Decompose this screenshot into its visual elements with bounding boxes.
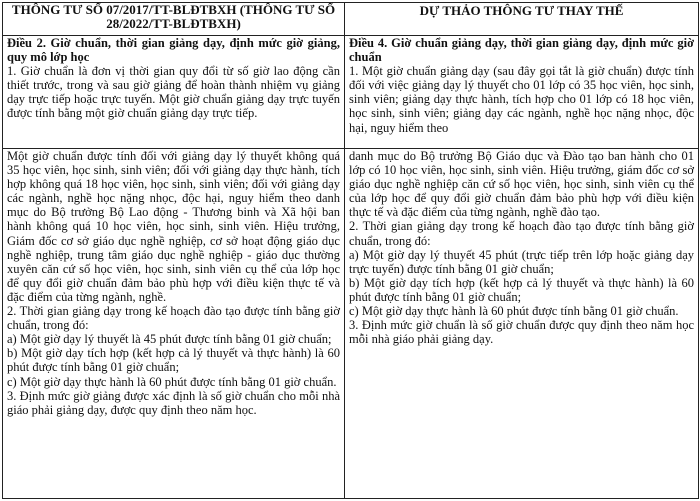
comparison-table: [2, 2, 699, 499]
header-left: THÔNG TƯ SỐ 07/2017/TT-BLĐTBXH (THÔNG TƯ SỐ 28/2022/TT-BLĐTBXH): [3, 3, 345, 36]
right-paragraph-1: 1. Một giờ chuẩn giảng dạy (sau đây gọi tắt là giờ chuẩn) được tính đối với việc giảng dạy lý thuyết cho 01 lớp có 35 học viên, học sinh, sinh viên; giảng dạy thực hành, tích hợp cho 01 lớp có 18 học viên, học sinh, sinh viên; giảng dạy các ngành, nghề học nặng nhọc, độc hại, nguy hiểm theo: [349, 64, 694, 135]
left-paragraph-2: Một giờ chuẩn được tính đối với giảng dạy lý thuyết không quá 35 học viên, học sinh, sinh viên; đối với giảng dạy thực hành, tích hợp không quá 18 học viên, học sinh, sinh viên; đối với giảng dạy các ngành, nghề học nặng nhọc, độc hại, nguy hiểm theo danh mục do Bộ trưởng Bộ Lao động - Thương binh và Xã hội ban hành không quá 10 học viên, học sinh, sinh viên. Hiệu trưởng, Giám đốc cơ sở giáo dục nghề nghiệp, cơ sở hoạt động giáo dục nghề nghiệp, trung tâm giáo dục nghề nghiệp - giáo dục thường xuyên căn cứ số học viên, học sinh, sinh viên cụ thể của lớp học để quy đổi giờ chuẩn đảm bảo phù hợp với điều kiện thực tế và đặc điểm của từng ngành, nghề.: [7, 149, 340, 304]
right-item-a: a) Một giờ dạy lý thuyết 45 phút (trực tiếp trên lớp hoặc giảng dạy trực tuyến) được tính bằng 01 giờ chuẩn;: [349, 247, 694, 276]
left-cell-details: [3, 149, 345, 499]
right-item-c: c) Một giờ dạy thực hành là 60 phút được tính bằng 01 giờ chuẩn.: [349, 304, 679, 319]
left-cell-article: [3, 36, 345, 149]
header-row: [3, 3, 699, 36]
left-paragraph-1: 1. Giờ chuẩn là đơn vị thời gian quy đổi từ số giờ lao động cần thiết trước, trong và sau giờ giảng để hoàn thành nhiệm vụ giảng dạy trực tiếp hoặc trực tuyến. Một giờ chuẩn giảng dạy trực tuyến được tính bằng một giờ chuẩn giảng dạy trực tiếp.: [7, 64, 340, 121]
right-article-title: Điều 4. Giờ chuẩn giảng dạy, thời gian giảng dạy, định mức giờ chuẩn: [349, 36, 694, 65]
table-row: [3, 149, 699, 499]
right-item-b: b) Một giờ dạy tích hợp (kết hợp cả lý thuyết và thực hành) là 60 phút được tính bằng 01 giờ chuẩn;: [349, 275, 694, 304]
left-item-c: c) Một giờ dạy thực hành là 60 phút được tính bằng 01 giờ chuẩn.: [7, 374, 337, 389]
left-item-b: b) Một giờ dạy tích hợp (kết hợp cả lý thuyết và thực hành) là 60 phút được tính bằng 01 giờ chuẩn;: [7, 346, 340, 375]
left-article-title: Điều 2. Giờ chuẩn, thời gian giảng dạy, định mức giờ giảng, quy mô lớp học: [7, 36, 340, 65]
right-paragraph-3: 2. Thời gian giảng dạy trong kế hoạch đào tạo được tính bằng giờ chuẩn, trong đó:: [349, 219, 694, 248]
left-paragraph-4: 3. Định mức giờ giảng được xác định là số giờ chuẩn cho mỗi nhà giáo phải giảng dạy, được quy định theo năm học.: [7, 388, 340, 417]
header-right: DỰ THẢO THÔNG TƯ THAY THẾ: [345, 3, 699, 36]
left-paragraph-3: 2. Thời gian giảng dạy trong kế hoạch đào tạo được tính bằng giờ chuẩn, trong đó:: [7, 304, 340, 333]
table-row: [3, 36, 699, 149]
right-paragraph-4: 3. Định mức giờ chuẩn là số giờ chuẩn được quy định theo năm học mỗi nhà giáo phải giảng dạy.: [349, 318, 694, 347]
right-cell-details: [345, 149, 699, 499]
left-item-a: a) Một giờ dạy lý thuyết là 45 phút được tính bằng 01 giờ chuẩn;: [7, 332, 332, 347]
right-cell-article: [345, 36, 699, 149]
right-paragraph-2: danh mục do Bộ trưởng Bộ Giáo dục và Đào tạo ban hành cho 01 lớp có 10 học viên, học sinh, sinh viên. Hiệu trưởng, giám đốc cơ sở giáo dục nghề nghiệp căn cứ số học viên, học sinh, sinh viên cụ thể của lớp học để quy đổi giờ chuẩn đảm bảo phù hợp với điều kiện thực tế và đặc điểm của từng ngành, nghề đào tạo.: [349, 149, 694, 220]
